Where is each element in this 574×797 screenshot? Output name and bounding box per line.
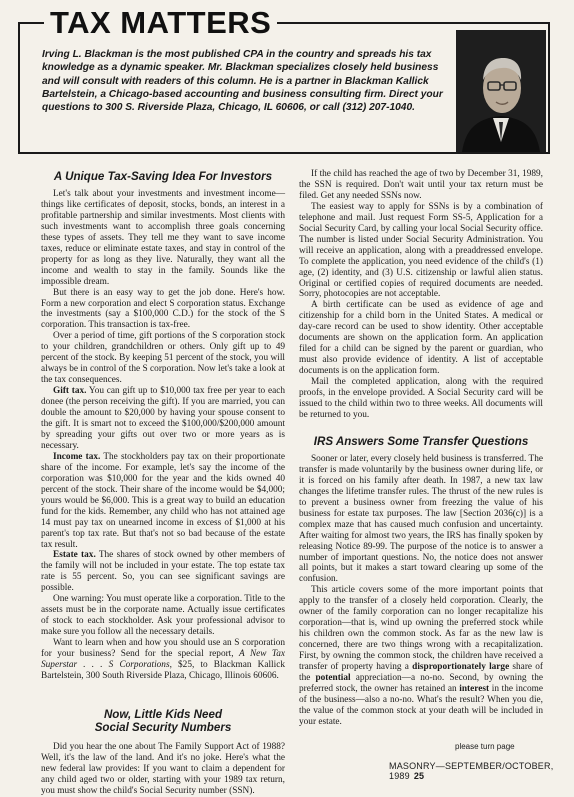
article-paragraph: If the child has reached the age of two by December 31, 1989, the SSN is required. Don't wait until your tax return must be filed. Get any needed SSNs now. bbox=[299, 169, 543, 201]
article-paragraph: Over a period of time, gift portions of the S corporation stock to your children, grandchildren or others. Only gift up to 49 percent of the stock. By keeping 51 percent of the stock, you will always be in control of the S corporation. Now let's take a look at the tax consequences. bbox=[41, 331, 285, 386]
paragraph-text: share of the bbox=[299, 662, 543, 683]
article-paragraph bbox=[299, 585, 543, 727]
paragraph-text: Want to learn when and how you should use an S corporation for your business? Send for the special report, bbox=[41, 638, 285, 660]
run-in-head: Income tax. bbox=[53, 451, 101, 462]
article-paragraph: But there is an easy way to get the job done. Here's how. Form a new corporation and elect S corporation status. Exchange the investments (say a $100,000 C.D.) for the stock of the S corporation. This transaction is tax-free. bbox=[41, 287, 285, 331]
column-masthead: TAX MATTERS bbox=[44, 6, 277, 40]
article-paragraph bbox=[41, 638, 285, 682]
article-paragraph bbox=[41, 452, 285, 551]
run-in-head: Estate tax. bbox=[53, 550, 96, 561]
article-paragraph: A birth certificate can be used as evidence of age and citizenship for a child born in the United States. A medical or day-care record can be used to show identity. Other acceptable documents are shown on the application form. An application filed for a child can be signed by the parent or guardian, who must also provide evidence of identity. A list of acceptable documents is on the application form. bbox=[299, 300, 543, 377]
article-paragraph bbox=[41, 386, 285, 452]
article-paragraph: Mail the completed application, along with the required proofs, in the envelope provided. A Social Security card will be issued to the child within two to three weeks. All documents will be returned to you. bbox=[299, 377, 543, 420]
article-paragraph: Sooner or later, every closely held business is transferred. The transfer is made voluntarily by the business owner during life, or it is forced on his family after death. In 1987, a new tax law changes the lifetime transfer rules. The thrust of the new rules is to prevent a business owner from freezing the value of his business for estate tax purposes. The law [Section 2036(c)] is a complex maze that has caused much confusion and uncertainty. After waiting for almost two years, the IRS has finally spoken by releasing Notice 89-99. The purpose of the notice is to answer a number of important questions. No, the notice does not answer all points, but it makes a start toward clearing up some of the confusion. bbox=[299, 453, 543, 585]
report-title: A New Tax Superstar . . . S Corporations bbox=[41, 649, 285, 670]
emphasis: interest bbox=[459, 683, 490, 694]
page-footer bbox=[389, 761, 574, 781]
author-intro: Irving L. Blackman is the most published CPA in the country and spreads his tax knowledge as a dynamic speaker. Mr. Blackman specializes closely held business and will consult with readers of this column. He is a partner in Blackman Kallick Bartelstein, a Chicago-based accounting and business consulting firm. Direct your questions to 300 S. Riverside Plaza, Chicago, IL 60606, or call (312) 207-1040. bbox=[42, 49, 443, 114]
right-column bbox=[299, 169, 543, 728]
title-line: Social Security Numbers bbox=[94, 720, 232, 734]
article-title: IRS Answers Some Transfer Questions bbox=[313, 434, 529, 448]
article-paragraph: Did you hear the one about The Family Support Act of 1988? Well, it's the law of the land. And it's no joke. Here's what the new federal law provides: If you want to claim a dependent for any child aged two or older, starting with your 1989 tax return, you must show the child's Social Security number (SSN). bbox=[41, 741, 285, 796]
article-paragraph bbox=[41, 550, 285, 594]
paragraph-text: The stockholders pay tax on their proportionate share of the income. For example, let's say the income of the corporation was $10,000 for the year and the kids owned 40 percent of the stock. Their share of the income would be $4,000; yours would be $6,000. This is a great way to build an education fund for the kids. Remember, any child who has not attained age 14 must pay tax on unearned income in excess of $1,000 at his parent's top tax rate. But that's not so bad because of the estate tax result. bbox=[41, 451, 285, 550]
article-title bbox=[41, 708, 285, 734]
emphasis: potential bbox=[315, 672, 351, 683]
continuation-note: please turn page bbox=[455, 742, 515, 751]
article-paragraph: The easiest way to apply for SSNs is by a combination of telephone and mail. Just request Form SS-5, Application for a Social Security Card, by calling your local Social Security office. The number is listed under Social Security Administration. You will receive an application, along with a preaddressed envelope. To complete the application, you need evidence of the child's (1) age, (2) identity, and (3) U.S. citizenship or lawful alien status. Original or certified copies of required documents are needed. Sorry, photocopies are not acceptable. bbox=[299, 201, 543, 300]
article-paragraph: One warning: You must operate like a corporation. Title to the assets must be in the corporate name. Actually issue certificates of stock to each stockholder. Ask your professional advisor to make sure you follow all the necessary details. bbox=[41, 594, 285, 638]
section-gap bbox=[299, 421, 543, 435]
article-paragraph: Let's talk about your investments and investment income—things like certificates of deposit, stocks, bonds, an interest in a profitable partnership and similar investments. Most clients with such investments want to accomplish three goals concerning these types of assets. They tell me they want to save income taxes, reduce or eliminate estate taxes, and stay in control of the property for as long as they live. Naturally, they want all the income and wealth to stay in the family. Sounds like the impossible dream. bbox=[41, 189, 285, 287]
section-gap bbox=[41, 682, 285, 708]
title-line: Now, Little Kids Need bbox=[103, 707, 223, 721]
paragraph-text: , $25, to Blackman Kallick Bartelstein, 300 South Riverside Plaza, Chicago, Illinois 60606. bbox=[41, 659, 285, 681]
emphasis: disproportionately large bbox=[412, 662, 510, 673]
author-portrait bbox=[456, 30, 546, 152]
paragraph-text: in the income of the business—also a no-no. What's the result? When you die, the value of the common stock at your death will be included in your estate. bbox=[299, 683, 543, 727]
left-column bbox=[41, 170, 285, 797]
page-number: 25 bbox=[413, 771, 425, 781]
article-title: A Unique Tax-Saving Idea For Investors bbox=[53, 170, 273, 183]
paragraph-text: This article covers some of the more important points that apply to the transfer of a closely held corporation. Clearly, the owner of the family corporation can no longer recapitalize his corporation—that is, wind up owning the preferred stock while his children own the common stock. As far as the new law is concerned, there are two things wrong with a recapitalization. First, by owning the common stock, the children have received a transfer of property having a bbox=[299, 585, 543, 673]
paragraph-text: You can gift up to $10,000 tax free per year to each donee (the person receiving the gift). If you are married, you can double the amount to $20,000 by having your spouse consent to the gift. It is smart not to exceed the $100,000/$200,000 amount by spreading your gifts out over two or more years as is necessary. bbox=[41, 386, 285, 451]
magazine-issue: MASONRY—SEPTEMBER/OCTOBER, 1989 bbox=[389, 761, 554, 781]
paragraph-text: appreciation—a no-no. Second, by owning the preferred stock, the owner has retained an bbox=[299, 672, 543, 694]
run-in-head: Gift tax. bbox=[53, 386, 87, 397]
paragraph-text: The shares of stock owned by other members of the family will not be included in your estate. The top estate tax rate is 55 percent. So, you can see significant savings are possible. bbox=[41, 550, 286, 594]
